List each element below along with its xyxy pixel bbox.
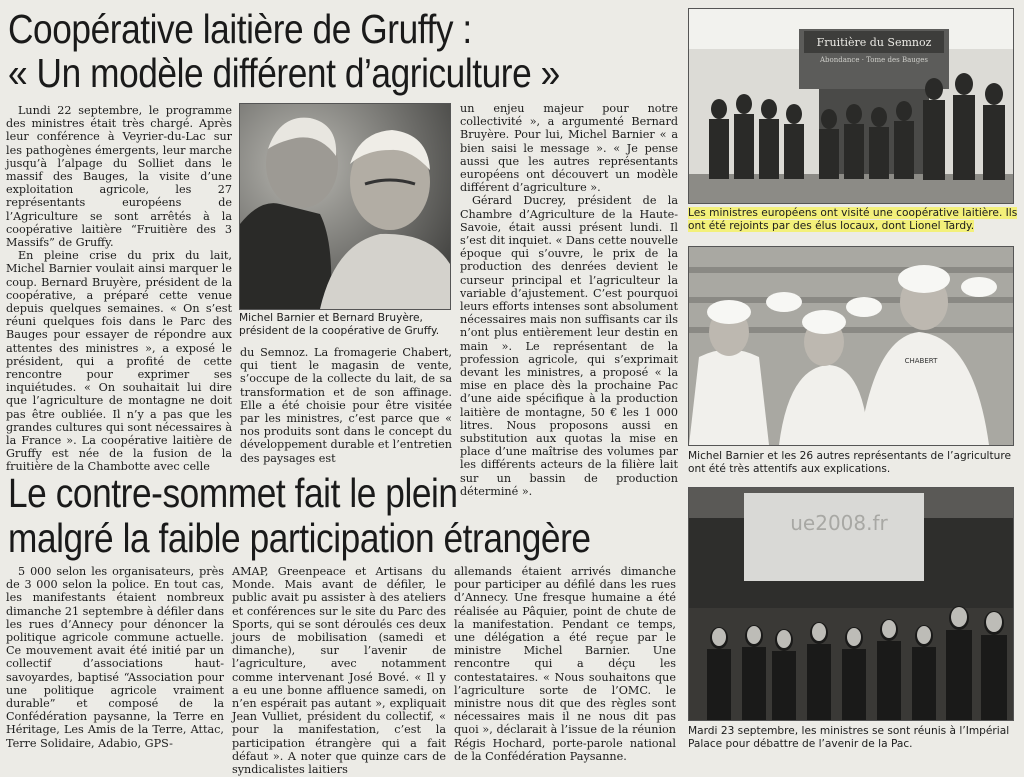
article1-col3-para1: un enjeu majeur pour notre collectivité », a argumenté Bernard Bruyère. Pour lui, Michel Barnier « a bien saisi le message ». « Je pense aussi que les autres représentants européens ont découvert un modèle différent d’agriculture ». <box>460 102 678 195</box>
article1-col2-para1: du Semnoz. La fromagerie Chabert, qui tient le magasin de vente, s’occupe de la collecte du lait, de sa transformation et de son affinage. Elle a été choisie pour être visitée par les ministres, c’est parce que « nos produits sont dans le concept du développement durable et l’entretien des paysages est <box>240 346 452 465</box>
photo-fruitiere-semnoz <box>688 8 1014 204</box>
photo-ministers-hairnets <box>688 246 1014 446</box>
photo-mid-caption: Michel Barnier et les 26 autres représentants de l’agriculture ont été très attentifs aux explications. <box>688 450 1011 475</box>
article1-col1-para2: En pleine crise du prix du lait, Michel Barnier voulait ainsi marquer le coup. Bernard Bruyère, président de la coopérative, a préparé cette venue depuis quelques semaines. « On s’est réuni quelques fois dans le Parc des Bauges pour essayer de répondre aux attentes des ministres », a exposé le président, qui a profité de cette rencontre pour exprimer ses inquiétudes. « On souhaitait lui dire que l’agriculture de montagne ne doit pas être oubliée. Il n’y a pas que les grandes cultures qui sont nécessaires à la France ». La coopérative laitière de Gruffy est née de la fusion de la fruitière de la Chambotte avec celle <box>6 249 232 474</box>
fruitiere-sign-subtext: Abondance · Tome des Bauges <box>820 56 928 64</box>
article1-col3-para2: Gérard Ducrey, président de la Chambre d’Agriculture de la Haute-Savoie, était aussi présent lundi. Il s’est dit inquiet. « Dans cette nouvelle époque qui s’ouvre, le prix de la production des denrées devient le curseur principal et l’agriculteur la variable d’ajustement. C’est pourquoi leurs efforts intenses sont absolument nécessaires mais non suffisants car ils n’ont plus entièrement leur destin en main ». Le représentant de la profession agricole, qui s’exprimait devant les ministres, a proposé « la mise en place dès la prochaine Pac d’une aide spécifique à la production laitière de montagne, 50 € les 1 000 litres. Nous proposons aussi en substitution aux quotas la mise en place d’une maîtrise des volumes par les différents acteurs de la filière lait sur un bassin de production déterminé ». <box>460 194 678 498</box>
article1-title-line2: « Un modèle différent d’agriculture » <box>8 50 560 96</box>
article2-title-line1: Le contre-sommet fait le plein <box>8 470 458 516</box>
photo-barnier-bruyere <box>239 103 451 310</box>
photo-two-men-image <box>240 104 450 309</box>
photo-ministers-attentive-image <box>689 247 1013 445</box>
article2-col2-para1: AMAP, Greenpeace et Artisans du Monde. Mais avant de défiler, le public avait pu assister à des ateliers et conférences sur le site du Parc des Sports, qui se sont déroulés ces deux jours de mobilisation (samedi et dimanche), sur l’avenir de l’agriculture, avec notamment comme intervenant José Bové. « Il y a eu une bonne affluence samedi, on n’en espérait pas autant », expliquait Jean Vulliet, président du collectif, « pour la manifestation, c’est la participation étrangère qui a fait défaut ». A noter que quinze cars de syndicalistes laitiers <box>232 565 446 777</box>
article1-title-line1: Coopérative laitière de Gruffy : <box>8 6 472 52</box>
article2-column-1 <box>6 565 224 773</box>
article2-column-3 <box>454 565 676 773</box>
article1-column-1 <box>6 104 232 474</box>
article2-col3-para1: allemands étaient arrivés dimanche pour participer au défilé dans les rues d’Annecy. Une fresque humaine a été réalisée au Pâquier, point de chute de la manifestation. Pendant ce temps, une délégation a été reçue par le ministre Michel Barnier. Une rencontre qui a déçu les contestataires. « Nous souhaitons que l’agriculture sorte de l’OMC. le ministre nous dit que des règles sont nécessaires mais il ne nous dit pas quoi », déclarait à l’issue de la réunion Régis Hochard, porte-parole national de la Confédération Paysanne. <box>454 565 676 763</box>
chabert-coat-label: CHABERT <box>904 357 938 365</box>
article1-column-3 <box>460 102 678 498</box>
photo-meeting-image <box>689 488 1013 720</box>
article1-photo-caption: Michel Barnier et Bernard Bruyère, président de la coopérative de Gruffy. <box>239 312 440 337</box>
photo-bottom-caption: Mardi 23 septembre, les ministres se sont réunis à l’Impérial Palace pour débattre de l’avenir de la Pac. <box>688 725 1010 750</box>
screen-ue2008-text: ue2008.fr <box>790 511 888 535</box>
fruitiere-sign-text: Fruitière du Semnoz <box>816 36 932 49</box>
photo-imperial-palace <box>688 487 1014 721</box>
article1-column-2 <box>240 346 452 466</box>
photo-top-caption <box>688 207 1018 233</box>
article2-col1-para1: 5 000 selon les organisateurs, près de 3 000 selon la police. En tout cas, les manifestants étaient nombreux dimanche 21 septembre à défiler dans les rues d’Annecy pour dénoncer la politique agricole commune actuelle. Ce mouvement avait été initié par un collectif d’associations haut-savoyardes, baptisé “Association pour une politique agricole vraiment durable” et composé de la Confédération paysanne, la Terre en Héritage, Les Amis de la Terre, Attac, Terre Solidaire, Adabio, GPS- <box>6 565 224 750</box>
article1-col1-para1: Lundi 22 septembre, le programme des ministres était très chargé. Après leur conférence à Veyrier-du-Lac sur les pathogènes émergents, leur marche jusqu’à l’alpage du Solliet dans le massif des Bauges, la visite d’une exploitation agricole, les 27 représentants européens de l’Agriculture se sont arrêtés à la coopérative laitière “Fruitière des 3 Massifs” de Gruffy. <box>6 104 232 250</box>
photo-top-caption-text: Les ministres européens ont visité une coopérative laitière. Ils ont été rejoints par des élus locaux, dont Lionel Tardy. <box>688 207 1018 232</box>
article2-column-2 <box>232 565 446 777</box>
photo-ministers-cooperative-image <box>689 9 1013 203</box>
article2-title-line2: malgré la faible participation étrangère <box>8 515 591 561</box>
